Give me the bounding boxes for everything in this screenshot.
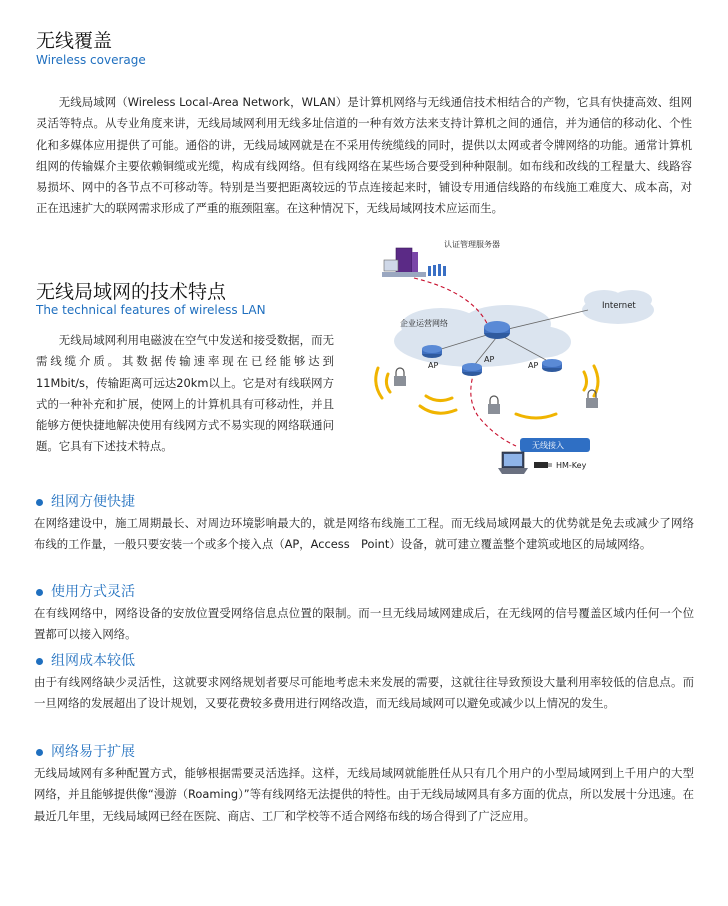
feature-item-low-cost [34, 651, 694, 715]
ap-icon-3 [542, 359, 562, 372]
ap-label-3: AP [528, 361, 539, 370]
ap-label-2: AP [484, 355, 495, 364]
feature-title: 网络易于扩展 [51, 744, 135, 760]
internet-label: Internet [602, 301, 636, 311]
technical-features-paragraph: 无线局域网利用电磁波在空气中发送和接受数据，而无需线缆介质。其数据传输速率现在已经能够达到11Mbit/s，传输距离可远达20km以上。它是对有线联网方式的一种补充和扩展，使网上的计算机具有可移动性，并且能够方便快捷地解决使用有线网方式不易实现的网络联通问题。它具有下述技术特点。 [36, 333, 334, 454]
ap-icon-2 [462, 363, 482, 376]
feature-title: 组网成本较低 [51, 653, 135, 669]
hm-key-label: HM-Key [556, 461, 587, 470]
feature-item-convenient [34, 492, 694, 556]
section-subtitle-technical-features: The technical features of wireless LAN [36, 303, 266, 317]
section-subtitle-wireless-coverage: Wireless coverage [36, 53, 146, 67]
feature-title: 使用方式灵活 [51, 584, 135, 600]
bullet-icon [36, 749, 43, 756]
wlan-network-diagram [356, 238, 696, 488]
feature-body: 无线局域网有多种配置方式，能够根据需要灵活选择。这样，无线局域网就能胜任从只有几个用户的小型局域网到上千用户的大型网络，并且能够提供像“漫游（Roaming）”等有线网络无法提供的特性。由于无线局域网具有多方面的优点，所以发展十分迅速。在最近几年里，无线局域网已经在医院、商店、工厂和学校等不适合网络布线的场合得到了广泛应用。 [34, 766, 694, 823]
auth-server-icon [382, 248, 446, 277]
feature-title: 组网方便快捷 [51, 494, 135, 510]
enterprise-network-label: 企业运营网络 [400, 319, 448, 328]
feature-body: 在有线网络中，网络设备的安放位置受网络信息点位置的限制。而一旦无线局域网建成后，在无线网的信号覆盖区域内任何一个位置都可以接入网络。 [34, 606, 694, 642]
lock-icon-2 [488, 396, 500, 414]
ap-icon-1 [422, 345, 442, 358]
laptop-icon [498, 452, 528, 474]
ap-label-1: AP [428, 361, 439, 370]
bullet-icon [36, 499, 43, 506]
feature-item-flexible [34, 582, 694, 646]
intro-paragraph: 无线局域网（Wireless Local-Area Network，WLAN）是计算机网络与无线通信技术相结合的产物，它具有快捷高效、组网灵活等特点。从专业角度来讲，无线局域网利用无线多址信道的一种有效方法来支持计算机之间的通信，并为通信的移动化、个性化和多媒体应用提供了可能。通俗的讲，无线局域网就是在不采用传统缆线的同时，提供以太网或者令牌网络的功能。通常计算机组网的传输媒介主要依赖铜缆或光缆，构成有线网络。但有线网络在某些场合要受到种种限制。如布线和改线的工程量大、线路容易损坏、网中的各节点不可移动等。特别是当要把距离较远的节点连接起来时，铺设专用通信线路的布线施工难度大、成本高，对正在迅速扩大的联网需求形成了严重的瓶颈阻塞。在这种情况下，无线局域网技术应运而生。 [36, 95, 692, 216]
feature-body: 在网络建设中，施工周期最长、对周边环境影响最大的，就是网络布线施工工程。而无线局域网最大的优势就是免去或减少了网络布线的工作量，一般只要安装一个或多个接入点（AP，Access Point）设备，就可建立覆盖整个建筑或地区的局域网络。 [34, 516, 694, 552]
wireless-access-label: 无线接入 [532, 441, 564, 450]
hm-key-icon [534, 462, 552, 468]
lock-icon-3 [586, 390, 598, 408]
feature-body: 由于有线网络缺少灵活性，这就要求网络规划者要尽可能地考虑未来发展的需要，这就往往导致预设大量利用率较低的信息点。而一旦网络的发展超出了设计规划，又要花费较多费用进行网络改造，而无线局域网可以避免或减少以上情况的发生。 [34, 675, 694, 711]
auth-server-label: 认证管理服务器 [444, 240, 500, 249]
bullet-icon [36, 589, 43, 596]
feature-item-extensible [34, 742, 694, 827]
bullet-icon [36, 658, 43, 665]
section-title-wireless-coverage: 无线覆盖 [36, 30, 113, 52]
core-switch-icon [484, 321, 510, 339]
section-title-technical-features: 无线局域网的技术特点 [36, 281, 227, 303]
wifi-signal-icon [376, 366, 598, 418]
lock-icon-1 [394, 368, 406, 386]
